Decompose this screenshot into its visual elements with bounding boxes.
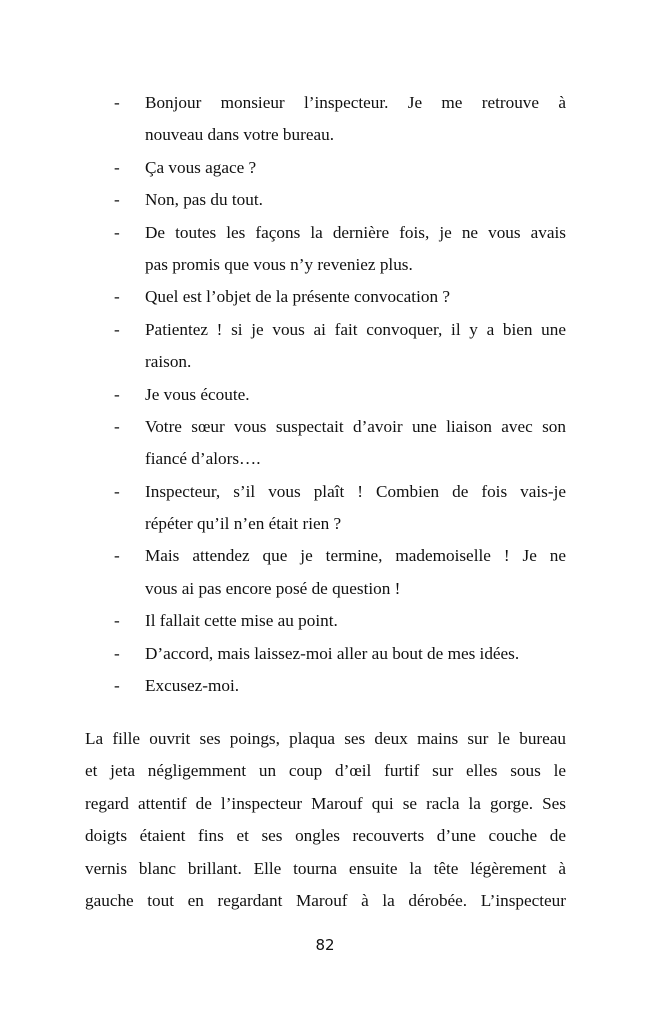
dialogue-line: Quel est l’objet de la présente convocation ? [145, 287, 450, 307]
dialogue-line: vous ai pas encore posé de question ! [145, 578, 401, 598]
paragraph-line: La fille ouvrit ses poings, plaqua ses deux mains sur le bureau [85, 729, 566, 748]
dialogue-dash: - [114, 319, 120, 339]
dialogue-item [0, 638, 650, 670]
dialogue-item [0, 670, 650, 702]
dialogue-dash: - [114, 93, 120, 112]
paragraph-line: gauche tout en regardant Marouf à la dérobée. L’inspecteur [85, 890, 566, 910]
paragraph-line: doigts étaient fins et ses ongles recouverts d’une couche de [85, 826, 566, 846]
dialogue-line: Je vous écoute. [145, 384, 250, 404]
dialogue-line: répéter qu’il n’en était rien ? [145, 514, 342, 534]
dialogue-line: raison. [145, 352, 192, 372]
dialogue-item [0, 281, 650, 313]
paragraph-line: vernis blanc brillant. Elle tourna ensuite la tête légèrement à [85, 858, 566, 878]
page-number: 82 [315, 936, 335, 954]
dialogue-dash: - [114, 416, 120, 436]
dialogue-dash: - [114, 676, 120, 696]
dialogue-line: Excusez-moi. [145, 676, 240, 696]
dialogue-line: pas promis que vous n’y reveniez plus. [145, 254, 413, 274]
dialogue-line: Non, pas du tout. [145, 190, 263, 210]
dialogue-line: nouveau dans votre bureau. [145, 125, 334, 145]
dialogue-item [0, 152, 650, 184]
dialogue-line: Votre sœur vous suspectait d’avoir une liaison avec son [145, 416, 566, 436]
dialogue-dash: - [114, 546, 120, 566]
dialogue-dash: - [114, 611, 120, 631]
paragraph-line: regard attentif de l’inspecteur Marouf qui se racla la gorge. Ses [85, 793, 566, 813]
dialogue-dash: - [114, 190, 120, 210]
dialogue-line: Mais attendez que je termine, mademoiselle ! Je ne [145, 546, 566, 566]
paragraph-line: et jeta négligemment un coup d’œil furtif sur elles sous le [85, 761, 566, 781]
dialogue-list [0, 87, 650, 702]
dialogue-item [0, 314, 650, 379]
dialogue-line: fiancé d’alors…. [145, 449, 261, 469]
dialogue-item [0, 411, 650, 476]
dialogue-item [0, 217, 650, 282]
dialogue-line: D’accord, mais laissez-moi aller au bout de mes idées. [145, 643, 520, 663]
dialogue-line: Il fallait cette mise au point. [145, 611, 338, 631]
dialogue-line: Ça vous agace ? [145, 157, 257, 177]
dialogue-line: Inspecteur, s’il vous plaît ! Combien de fois vais-je [145, 481, 566, 501]
body-paragraph [85, 723, 566, 917]
dialogue-item [0, 184, 650, 216]
dialogue-dash: - [114, 222, 120, 242]
dialogue-line: Bonjour monsieur l’inspecteur. Je me retrouve à [145, 93, 566, 112]
dialogue-dash: - [114, 287, 120, 307]
dialogue-item [0, 605, 650, 637]
dialogue-item [0, 379, 650, 411]
dialogue-item [0, 87, 650, 152]
dialogue-line: Patientez ! si je vous ai fait convoquer, il y a bien une [145, 319, 566, 339]
dialogue-dash: - [114, 481, 120, 501]
dialogue-item [0, 540, 650, 605]
dialogue-dash: - [114, 643, 120, 663]
dialogue-item [0, 476, 650, 541]
dialogue-line: De toutes les façons la dernière fois, je ne vous avais [145, 222, 566, 242]
dialogue-dash: - [114, 157, 120, 177]
dialogue-dash: - [114, 384, 120, 404]
